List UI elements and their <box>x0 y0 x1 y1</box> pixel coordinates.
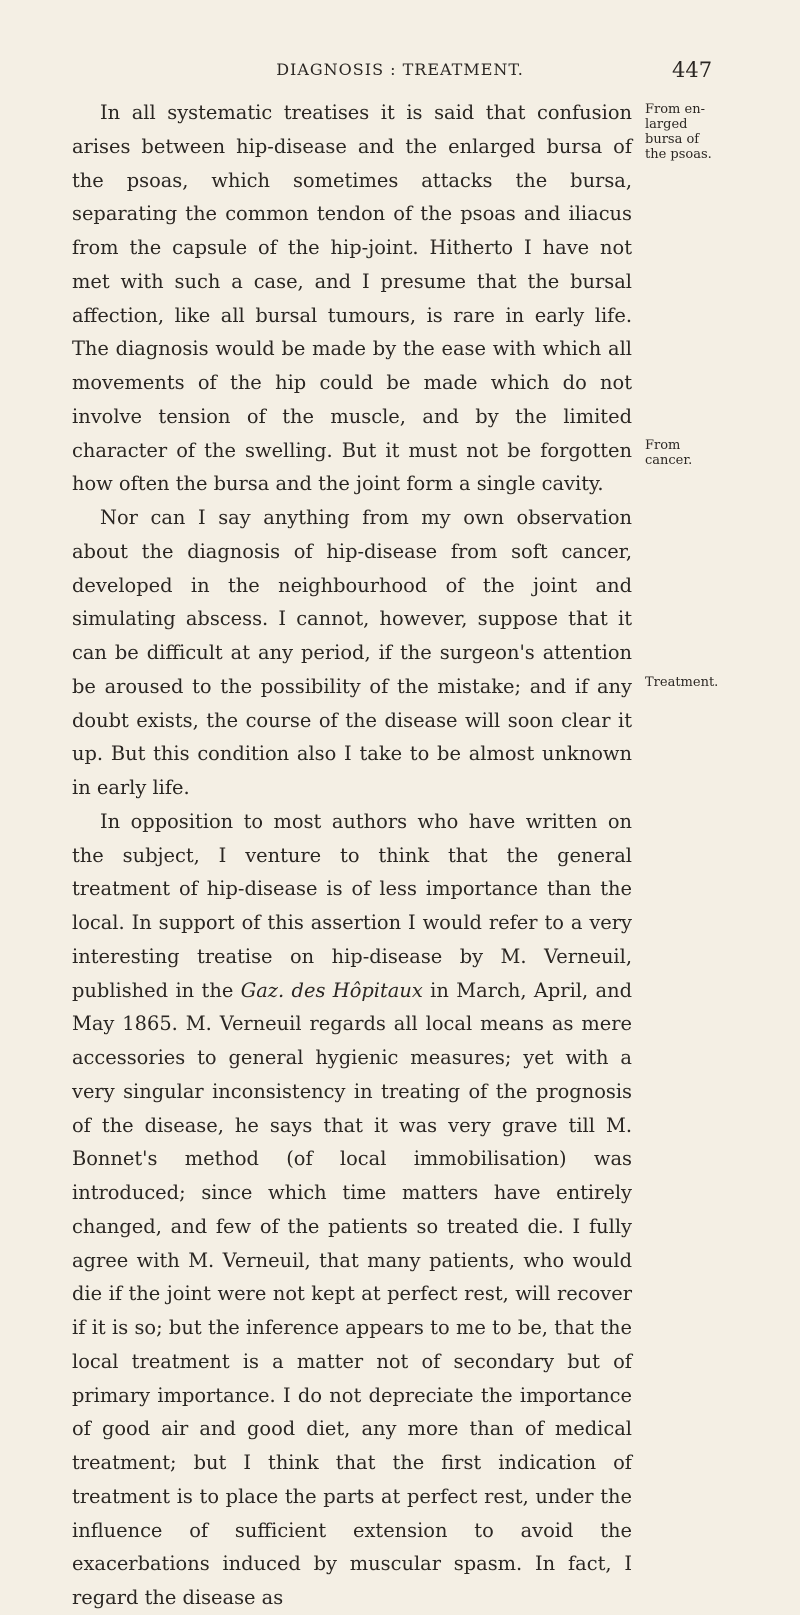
running-header: DIAGNOSIS : TREATMENT. <box>276 60 524 79</box>
paragraph-cancer: Nor can I say anything from my own observation about the diagnosis of hip-disease from soft cancer, developed in the neighbourhood of the joint and simulating abscess. I cannot, however, suppose that it can be difficult at any period, if the surgeon's attention be aroused to the possibility of the mistake; and if any doubt exists, the course of the disease will soon clear it up. But this condition also I take to be almost unknown in early life. <box>72 506 632 799</box>
body-text <box>72 96 632 1615</box>
margin-note-bursa: From en- larged bursa of the psoas. <box>645 102 712 162</box>
paragraph-treatment <box>72 805 632 1615</box>
paragraph-treatment-start: In opposition to most authors who have written on the subject, I venture to think that the general treatment of hip-disease is of less importance than the local. In support of this assertion I would refer to a very interesting treatise on hip-disease by M. Verneuil, published in the <box>72 809 632 1002</box>
paragraph-bursa: In all systematic treatises it is said that confusion arises between hip-disease and the enlarged bursa of the psoas, which sometimes attacks the bursa, separating the common tendon of the psoas and iliacus from the capsule of the hip-joint. Hitherto I have not met with such a case, and I presume that the bursal affection, like all bursal tumours, is rare in early life. The diagnosis would be made by the ease with which all movements of the hip could be made which do not involve tension of the muscle, and by the limited character of the swelling. But it must not be forgotten how often the bursa and the joint form a single cavity. <box>72 101 632 496</box>
margin-note-treatment: Treatment. <box>645 675 719 690</box>
journal-title: Gaz. des Hôpitaux <box>240 978 423 1002</box>
paragraph-treatment-end: in March, April, and May 1865. M. Verneuil regards all local means as mere accessories to general hygienic measures; yet with a very singular inconsistency in treating of the prognosis of the disease, he says that it was very grave till M. Bonnet's method (of local immobilisation) was introduced; since which time matters have entirely changed, and few of the patients so treated die. I fully agree with M. Verneuil, that many patients, who would die if the joint were not kept at perfect rest, will recover if it is so; but the inference appears to me to be, that the local treatment is a matter not of secondary but of primary importance. I do not depreciate the importance of good air and good diet, any more than of medical treatment; but I think that the first indication of treatment is to place the parts at perfect rest, under the influence of sufficient extension to avoid the exacerbations induced by muscular spasm. In fact, I regard the disease as <box>72 978 633 1609</box>
margin-note-cancer: From cancer. <box>645 438 693 468</box>
page-number: 447 <box>672 58 713 82</box>
